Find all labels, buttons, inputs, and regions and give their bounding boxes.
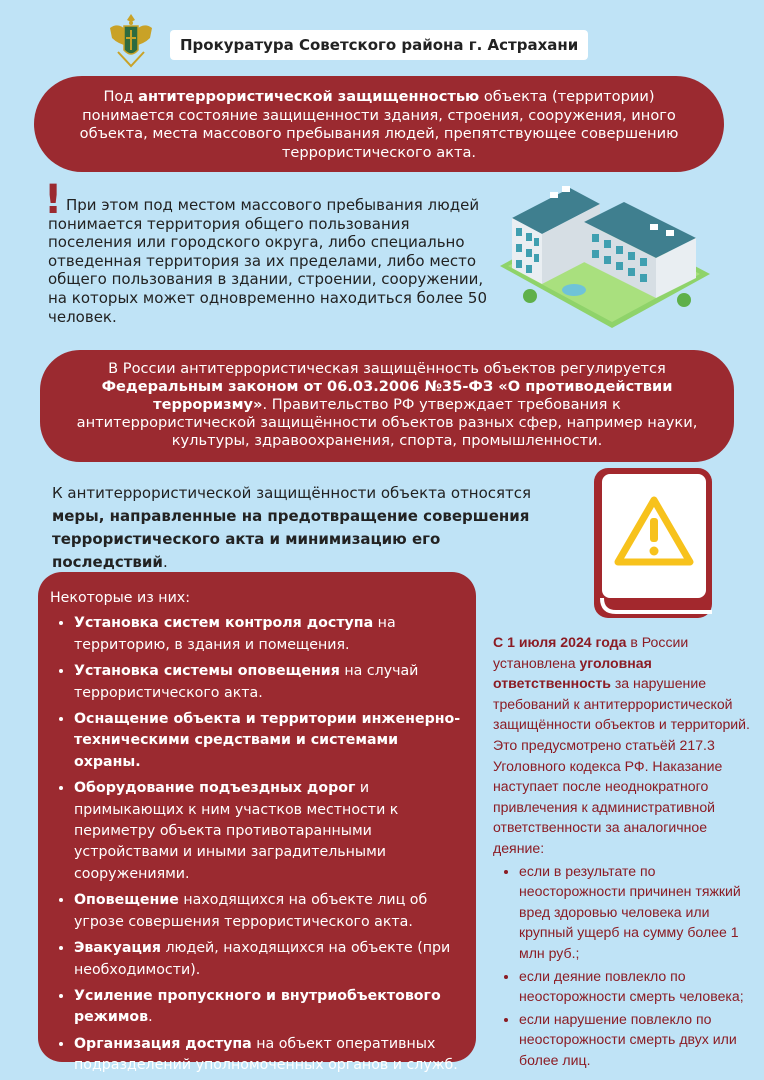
warning-book-icon	[586, 462, 718, 627]
definition-term: антитеррористической защищенностью	[138, 88, 480, 105]
organization-title: Прокуратура Советского района г. Астрахани	[170, 30, 588, 60]
liability-text-2: за нарушение требований к антитеррористической защищённости объектов и территорий. Это предусмотрено статьёй 217.3 Уголовного кодекса РФ. Наказание наступает после неоднократного привлечения к административной ответственности за аналогичное деяние:	[493, 675, 750, 856]
definition-text: объекта (территории) понимается состояние защищенности здания, строения, сооружения, иного объекта, места массового пребывания людей, препятствующее совершению террористического акта.	[79, 88, 679, 161]
list-item-bold: Оборудование подъездных дорог	[74, 780, 356, 797]
list-item: • если в результате по неосторожности причинен тяжкий вред здоровью человека или крупный ущерб на сумму более 1 млн руб.;	[519, 861, 761, 964]
measures-list-box	[38, 572, 476, 1074]
list-item-bold: Установка систем контроля доступа	[74, 615, 374, 632]
law-name: Федеральным законом от 06.03.2006 №35-ФЗ «О противодействии терроризму»	[101, 378, 673, 413]
measures-list	[52, 613, 462, 1076]
list-item	[74, 938, 462, 981]
list-item-text: .	[148, 1009, 153, 1026]
definition-banner	[34, 76, 724, 172]
law-banner	[40, 350, 734, 462]
liability-text-1: в России установлена	[493, 634, 689, 671]
list-item-text: находящихся на объекте лиц об угрозе совершения террористического акта.	[74, 892, 428, 930]
list-item-bold: Установка системы оповещения	[74, 663, 340, 680]
list-item	[74, 661, 462, 704]
building-illustration	[500, 178, 710, 328]
list-item: • если деяние повлекло по неосторожности смерть человека;	[519, 966, 761, 1007]
list-item-bold: Оповещение	[74, 892, 179, 909]
definition-prefix: Под	[103, 88, 139, 105]
crowd-place-note	[48, 196, 488, 326]
measures-intro-prefix: К антитеррористической защищённости объекта относятся	[52, 484, 532, 502]
crowd-place-text: При этом под местом массового пребывания людей понимается территория общего пользования поселения или городского округа, либо специально отведенная территория за их пределами, либо место общего пользования в здании, строении, сооружении, на которых может одновременно находиться более 50 человек.	[48, 196, 488, 326]
list-item-bold: Эвакуация	[74, 940, 161, 957]
liability-cases	[493, 861, 761, 1071]
law-prefix: В России антитеррористическая защищённость объектов регулируется	[108, 360, 666, 377]
list-item-bold: Усиление пропускного и внутриобъектового режимов	[74, 987, 441, 1026]
list-item: • если нарушение повлекло по неосторожности смерть двух или более лиц.	[519, 1009, 761, 1071]
liability-text	[493, 632, 761, 859]
exclamation-icon: !	[44, 177, 63, 223]
list-item-text: на территорию, в здания и помещения.	[74, 615, 396, 653]
list-item-text: на случай террористического акта.	[74, 663, 419, 701]
list-item	[74, 778, 462, 885]
list-item	[74, 986, 462, 1029]
list-item-text: людей, находящихся на объекте (при необходимости).	[74, 940, 451, 978]
measures-intro	[52, 482, 542, 574]
measures-intro-bold: меры, направленные на предотвращение совершения террористического акта и минимизацию его последствий	[52, 507, 530, 571]
liability-date: С 1 июля 2024 года	[493, 634, 627, 650]
list-item	[74, 613, 462, 656]
list-item-bold: Оснащение объекта и территории инженерно-техническими средствами и системами охраны.	[74, 711, 461, 770]
list-item	[74, 890, 462, 933]
measures-list-intro: Некоторые из них:	[50, 590, 190, 606]
liability-type: уголовная ответственность	[493, 654, 652, 692]
law-text: . Правительство РФ утверждает требования к антитеррористической защищённости объектов разных сфер, например науки, культуры, здравоохранения, спорта, промышленности.	[76, 396, 698, 449]
measures-intro-suffix: .	[162, 553, 168, 571]
liability-section	[493, 632, 761, 1072]
list-item-text: и примыкающих к ним участков местности к периметру объекта противотаранными устройствами и иными заградительными сооружениями.	[74, 780, 399, 882]
list-item	[74, 709, 462, 773]
list-item-text: на объект оперативных подразделений уполномоченных органов и служб.	[74, 1035, 458, 1074]
prosecutor-emblem-icon	[104, 10, 158, 70]
list-item-bold: Организация доступа	[74, 1035, 252, 1052]
list-item	[74, 1034, 462, 1077]
